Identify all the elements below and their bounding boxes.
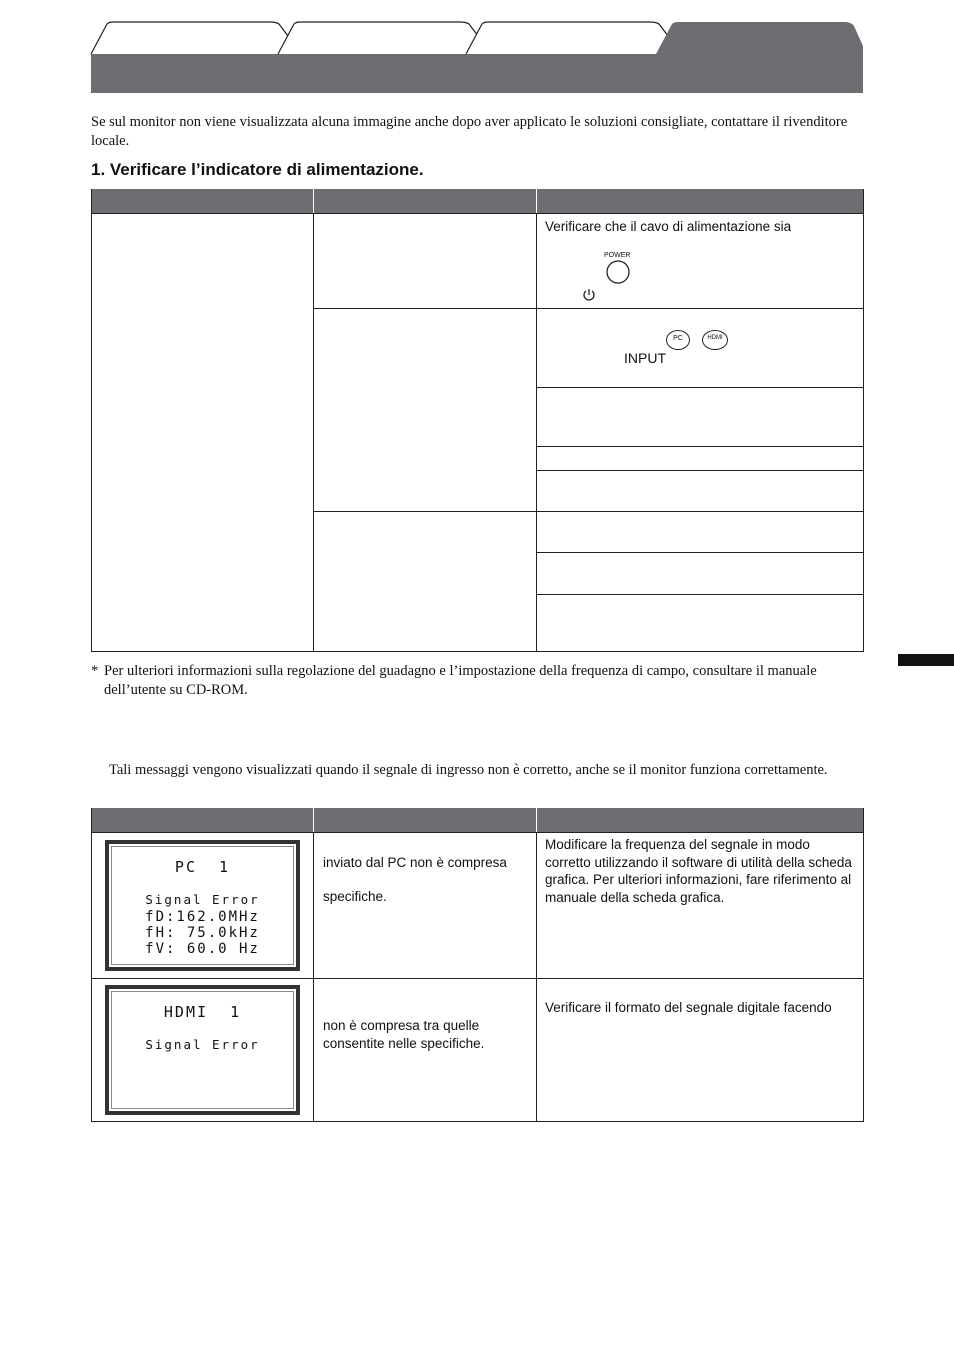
input-label: INPUT <box>624 350 666 366</box>
power-button-icon <box>606 259 632 289</box>
intro-text: Se sul monitor non viene visualizzata alcuna immagine anche dopo aver applicato le soluzioni consigliate, contattare il rivenditore locale. <box>91 114 848 149</box>
section2-intro: Tali messaggi vengono visualizzati quando il segnale di ingresso non è corretto, anche se il monitor funziona correttamente. <box>109 762 828 778</box>
hdmi-remedy: Verificare il formato del segnale digitale facendo <box>545 1000 832 1015</box>
power-label: POWER <box>604 252 631 259</box>
hdmi-button-icon: HDMI <box>702 330 728 350</box>
footnote-text: Per ulteriori informazioni sulla regolazione del guadagno e l’impostazione della frequenza di campo, consultare il manuale dell’utente su CD-ROM. <box>104 663 817 698</box>
pc-cause-line1: inviato dal PC non è compresa <box>323 855 507 870</box>
power-cable-remedy: Verificare che il cavo di alimentazione sia <box>545 219 792 234</box>
pc-button-icon: PC <box>666 330 690 350</box>
pc-cause-line2: specifiche. <box>323 889 387 904</box>
side-tab-marker <box>898 654 954 666</box>
table2-header <box>91 808 864 832</box>
pc-remedy: Modificare la frequenza del segnale in modo corretto utilizzando il software di utilità della scheda grafica. Per ulteriori informazioni, fare riferimento al manuale della scheda grafica. <box>545 837 852 905</box>
hdmi-cause: non è compresa tra quelle consentite nelle specifiche. <box>323 1018 485 1051</box>
header-tabs <box>90 20 865 95</box>
pc-signal-error-screen: PC 1 Signal Error fD:162.0MHz fH: 75.0kHz fV: 60.0 Hz <box>105 840 300 971</box>
hdmi-signal-error-screen: HDMI 1 Signal Error <box>105 985 300 1115</box>
table1-header <box>91 189 864 213</box>
section1-title: 1. Verificare l’indicatore di alimentazione. <box>91 160 424 179</box>
footnote-marker: * <box>91 663 99 679</box>
power-symbol-icon <box>582 287 596 302</box>
